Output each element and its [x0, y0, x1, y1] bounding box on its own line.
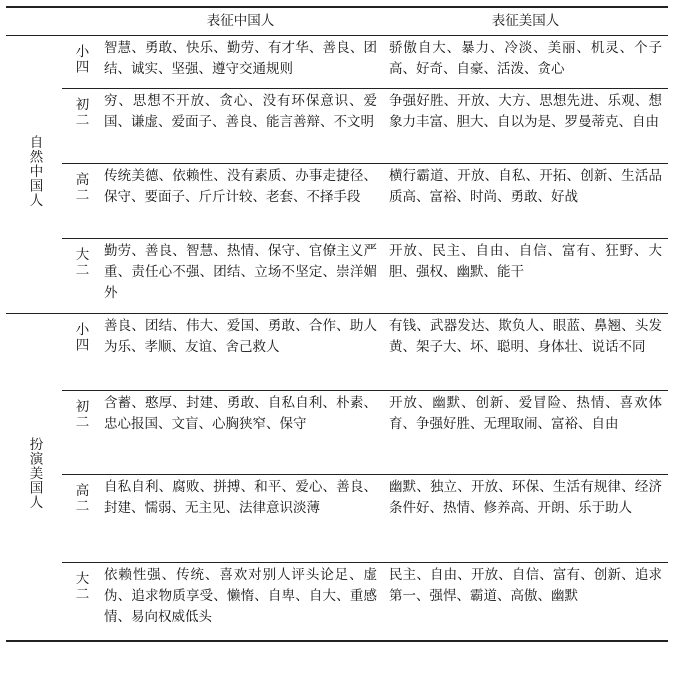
group-label-cell: [6, 314, 62, 641]
grade-label: 初二: [72, 399, 89, 430]
cn-traits-cell: 含蓄、憨厚、封建、勇敢、自私自利、朴素、忠心报国、文盲、心胸狭窄、保守: [98, 391, 383, 475]
grade-cell: [62, 164, 98, 239]
cn-traits-cell: 自私自利、腐败、拼搏、和平、爱心、善良、封建、懦弱、无主见、法律意识淡薄: [98, 475, 383, 563]
table-row: [6, 89, 668, 164]
us-traits-cell: 争强好胜、开放、大方、思想先进、乐观、想象力丰富、胆大、自以为是、罗曼蒂克、自由: [383, 89, 668, 164]
us-traits-cell: 有钱、武器发达、欺负人、眼蓝、鼻翘、头发黄、架子大、坏、聪明、身体壮、说话不同: [383, 314, 668, 391]
cn-traits-cell: 传统美德、依赖性、没有素质、办事走捷径、保守、要面子、斤斤计较、老套、不择手段: [98, 164, 383, 239]
group-label: 扮演美国人: [26, 437, 43, 510]
stereotype-table: [6, 6, 668, 642]
us-traits-cell: 开放、幽默、创新、爱冒险、热情、喜欢体育、争强好胜、无理取闹、富裕、自由: [383, 391, 668, 475]
grade-cell: [62, 89, 98, 164]
grade-cell: [62, 391, 98, 475]
grade-label: 初二: [72, 97, 89, 128]
table-row: [6, 314, 668, 391]
grade-label: 大二: [72, 571, 89, 602]
header-blank: [62, 7, 98, 36]
group-label-cell: [6, 36, 62, 314]
grade-cell: [62, 563, 98, 641]
cn-traits-cell: 智慧、勇敢、快乐、勤劳、有才华、善良、团结、诚实、坚强、遵守交通规则: [104, 40, 377, 77]
us-traits-cell: 横行霸道、开放、自私、开拓、创新、生活品质高、富裕、时尚、勇敢、好战: [383, 164, 668, 239]
header-col-us: 表征美国人: [383, 7, 668, 36]
cn-traits-cell: 善良、团结、伟大、爱国、勇敢、合作、助人为乐、孝顺、友谊、舍己救人: [98, 314, 383, 391]
us-traits-cell: 幽默、独立、开放、环保、生活有规律、经济条件好、热情、修养高、开朗、乐于助人: [383, 475, 668, 563]
header-blank: [6, 7, 62, 36]
grade-label: 高二: [72, 483, 89, 514]
header-col-cn: 表征中国人: [98, 7, 383, 36]
grade-cell: [62, 239, 98, 314]
cn-traits-cell: 勤劳、善良、智慧、热情、保守、官僚主义严重、责任心不强、团结、立场不坚定、崇洋媚外: [98, 239, 383, 314]
table-row: [6, 475, 668, 563]
table-row: [6, 164, 668, 239]
grade-label: 小四: [72, 322, 89, 353]
us-traits-cell: 骄傲自大、暴力、冷淡、美丽、机灵、个子高、好奇、自豪、活泼、贪心: [389, 40, 662, 77]
grade-label: 高二: [72, 172, 89, 203]
us-traits-cell: 开放、民主、自由、自信、富有、狂野、大胆、强权、幽默、能干: [383, 239, 668, 314]
grade-cell: [62, 36, 98, 89]
grade-label: 大二: [72, 247, 89, 278]
grade-label: 小四: [72, 44, 89, 75]
cn-traits-cell: 穷、思想不开放、贪心、没有环保意识、爱国、谦虚、爱面子、善良、能言善辩、不文明: [98, 89, 383, 164]
group-label: 自然中国人: [26, 134, 43, 208]
table-header-row: [6, 7, 668, 36]
table-row: [6, 36, 668, 89]
table-row: [6, 391, 668, 475]
table-row: [6, 239, 668, 314]
us-traits-cell: 民主、自由、开放、自信、富有、创新、追求第一、强悍、霸道、高傲、幽默: [383, 563, 668, 641]
cn-traits-cell: 依赖性强、传统、喜欢对别人评头论足、虚伪、追求物质享受、懒惰、自卑、自大、重感情、易向权威低头: [98, 563, 383, 641]
table-row: [6, 563, 668, 641]
grade-cell: [62, 314, 98, 391]
grade-cell: [62, 475, 98, 563]
